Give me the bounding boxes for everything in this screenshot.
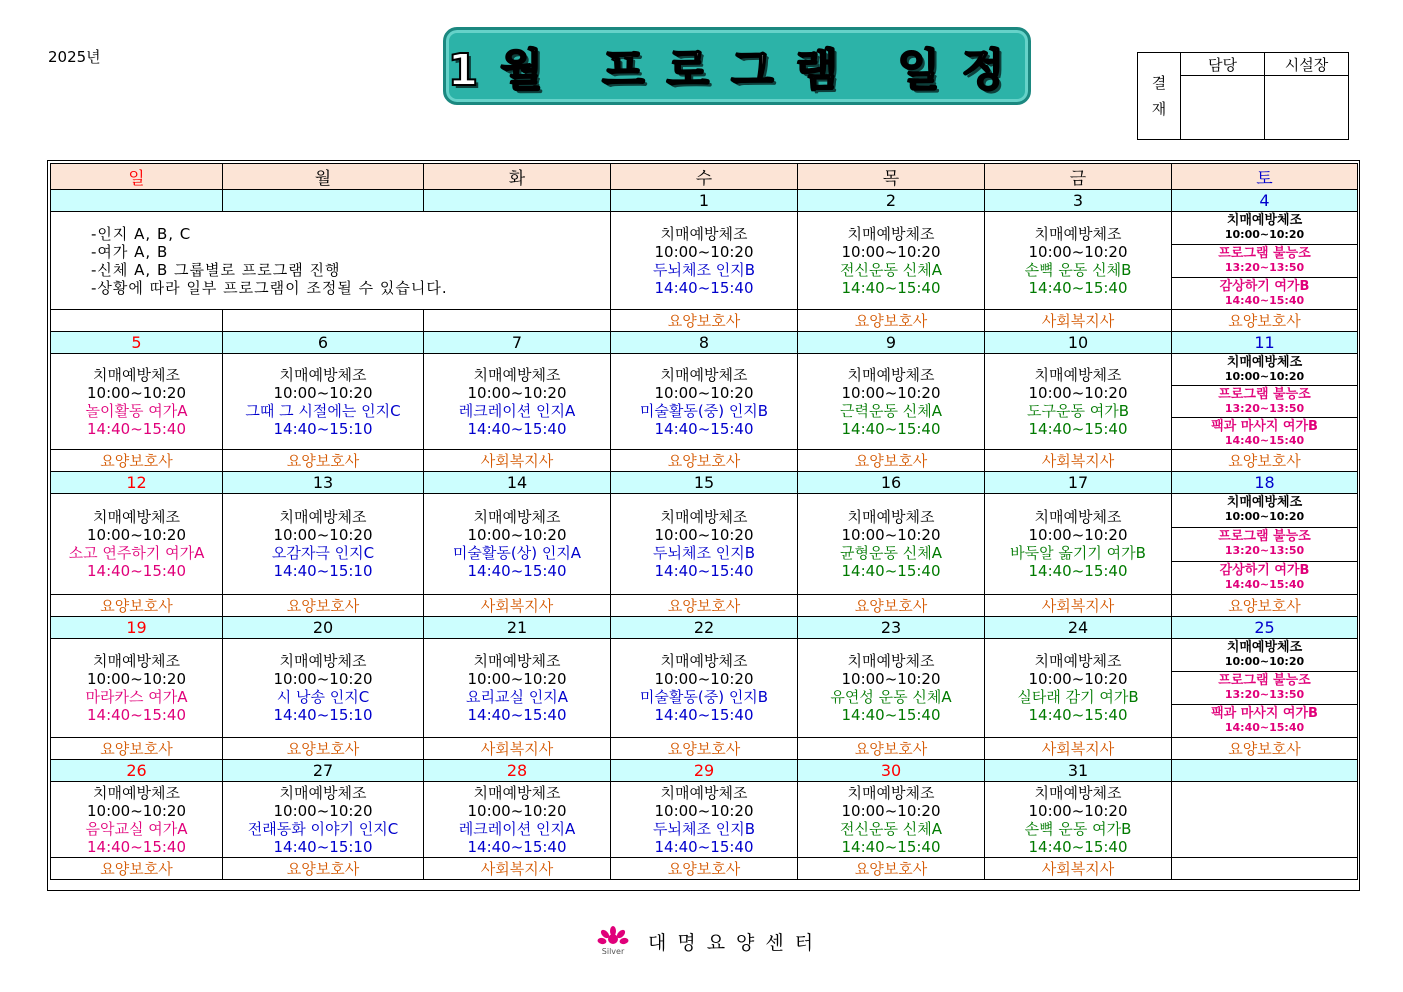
sat-slot-title: 프로그램 불능조 [1218, 673, 1311, 688]
date-row [51, 190, 1358, 212]
sat-slot-functional [1172, 528, 1357, 562]
exercise-label: 치매예방체조 [93, 652, 180, 670]
weekday-header-row [51, 164, 1358, 190]
exercise-label: 치매예방체조 [847, 508, 935, 526]
day-cell-sat[interactable] [1172, 782, 1358, 858]
program-row [51, 494, 1358, 595]
exercise-time: 10:00~10:20 [273, 526, 373, 544]
saturday-cell[interactable] [1172, 212, 1358, 310]
staff-cell-wed: 요양보호사 [611, 738, 798, 760]
program-name: 균형운동 신체A [840, 544, 942, 562]
program-name: 오감자극 인지C [271, 544, 375, 562]
date-cell-wed[interactable]: 15 [611, 472, 798, 494]
silver-logo-icon [596, 926, 630, 956]
sat-slot-title: 치매예방체조 [1226, 495, 1303, 510]
date-cell-sun[interactable]: 19 [51, 617, 223, 639]
date-cell-tue[interactable]: 28 [424, 760, 611, 782]
date-cell-fri[interactable]: 31 [985, 760, 1172, 782]
date-cell-tue[interactable]: 21 [424, 617, 611, 639]
day-cell-sun[interactable] [51, 639, 223, 738]
program-time: 14:40~15:40 [1028, 278, 1128, 297]
exercise-time: 10:00~10:20 [86, 801, 187, 820]
date-cell-thu[interactable]: 2 [798, 190, 985, 212]
staff-row [51, 310, 1358, 332]
staff-cell-tue: 사회복지사 [424, 858, 611, 880]
sat-slot-time: 13:20~13:50 [1224, 688, 1305, 701]
sat-slot-program [1172, 278, 1357, 309]
day-cell-wed[interactable] [611, 639, 798, 738]
note-line: -상황에 따라 일부 프로그램이 조정될 수 있습니다. [91, 278, 448, 297]
program-time: 14:40~15:40 [1028, 419, 1128, 438]
date-cell-tue[interactable] [424, 190, 611, 212]
staff-cell-fri: 사회복지사 [985, 738, 1172, 760]
staff-cell-thu: 요양보호사 [798, 310, 985, 332]
sat-slot-time: 13:20~13:50 [1224, 261, 1305, 274]
date-row [51, 472, 1358, 494]
date-cell-tue[interactable]: 14 [424, 472, 611, 494]
date-cell-wed[interactable]: 1 [611, 190, 798, 212]
exercise-time: 10:00~10:20 [273, 670, 373, 688]
exercise-time: 10:00~10:20 [841, 242, 941, 261]
program-name: 손뼉 운동 여가B [1024, 819, 1132, 838]
exercise-label: 치매예방체조 [1034, 224, 1122, 243]
date-cell-fri[interactable]: 17 [985, 472, 1172, 494]
exercise-label: 치매예방체조 [93, 508, 180, 526]
staff-cell-sun: 요양보호사 [51, 858, 223, 880]
date-cell-sat[interactable] [1172, 760, 1358, 782]
sat-slot-program [1172, 562, 1357, 594]
signature-director[interactable] [1265, 76, 1349, 140]
exercise-label: 치매예방체조 [847, 783, 935, 802]
date-cell-thu[interactable]: 23 [798, 617, 985, 639]
exercise-time: 10:00~10:20 [467, 383, 567, 402]
program-name: 요리교실 인지A [466, 688, 568, 706]
sat-slot-exercise [1172, 212, 1357, 245]
program-name: 근력운동 신체A [840, 401, 942, 420]
program-name: 두뇌체조 인지B [653, 260, 755, 279]
date-cell-mon[interactable] [223, 190, 424, 212]
program-name: 전래동화 이야기 인지C [247, 819, 399, 838]
program-name: 그때 그 시절에는 인지C [245, 401, 401, 420]
exercise-time: 10:00~10:20 [467, 801, 567, 820]
sat-slot-time: 14:40~15:40 [1224, 578, 1305, 591]
staff-row [51, 738, 1358, 760]
staff-cell-mon: 요양보호사 [223, 858, 424, 880]
program-name: 미술활동(중) 인지B [639, 688, 769, 706]
program-time: 14:40~15:40 [654, 419, 754, 438]
weekday-sun: 일 [51, 164, 223, 190]
exercise-time: 10:00~10:20 [1028, 670, 1128, 688]
day-cell-wed[interactable] [611, 354, 798, 450]
date-cell-wed[interactable]: 8 [611, 332, 798, 354]
day-cell-mon[interactable] [223, 782, 424, 858]
exercise-label: 치매예방체조 [93, 783, 180, 802]
date-cell-fri[interactable]: 24 [985, 617, 1172, 639]
staff-cell-mon: 요양보호사 [223, 738, 424, 760]
exercise-label: 치매예방체조 [279, 783, 367, 802]
day-cell-fri[interactable] [985, 354, 1172, 450]
program-time: 14:40~15:40 [1028, 706, 1128, 724]
staff-cell-sat: 요양보호사 [1172, 738, 1358, 760]
signature-manager[interactable] [1181, 76, 1265, 140]
date-cell-sun[interactable]: 26 [51, 760, 223, 782]
program-name: 미술활동(상) 인지A [452, 544, 582, 562]
date-cell-sat[interactable]: 11 [1172, 332, 1358, 354]
staff-cell-mon: 요양보호사 [223, 595, 424, 617]
sat-slot-time: 10:00~10:20 [1224, 510, 1305, 523]
weekday-fri: 금 [985, 164, 1172, 190]
program-name: 손뼉 운동 신체B [1024, 260, 1132, 279]
program-row [51, 212, 1358, 310]
program-time: 14:40~15:40 [467, 419, 567, 438]
day-cell-tue[interactable] [424, 782, 611, 858]
date-cell-fri[interactable]: 10 [985, 332, 1172, 354]
program-time: 14:40~15:10 [273, 419, 373, 438]
sat-slot-title: 치매예방체조 [1226, 355, 1303, 370]
approval-col-manager: 담당 [1181, 53, 1265, 76]
date-cell-tue[interactable]: 7 [424, 332, 611, 354]
day-cell-thu[interactable] [798, 494, 985, 595]
program-time: 14:40~15:40 [1028, 837, 1128, 856]
program-time: 14:40~15:40 [86, 562, 187, 580]
date-cell-sat[interactable]: 25 [1172, 617, 1358, 639]
exercise-time: 10:00~10:20 [841, 670, 941, 688]
staff-cell-wed: 요양보호사 [611, 595, 798, 617]
exercise-time: 10:00~10:20 [86, 526, 187, 544]
weekday-sat: 토 [1172, 164, 1358, 190]
day-cell-mon[interactable] [223, 354, 424, 450]
exercise-time: 10:00~10:20 [86, 670, 187, 688]
staff-row [51, 858, 1358, 880]
saturday-cell[interactable] [1172, 354, 1358, 450]
program-time: 14:40~15:40 [467, 562, 567, 580]
staff-cell-sun [51, 310, 223, 332]
program-time: 14:40~15:40 [86, 837, 187, 856]
exercise-time: 10:00~10:20 [654, 801, 754, 820]
exercise-label: 치매예방체조 [473, 508, 561, 526]
sat-slot-time: 10:00~10:20 [1224, 655, 1305, 668]
day-cell-tue[interactable] [424, 354, 611, 450]
sat-slot-functional [1172, 386, 1357, 418]
staff-cell-thu: 요양보호사 [798, 738, 985, 760]
saturday-cell[interactable] [1172, 639, 1358, 738]
exercise-label: 치매예방체조 [279, 508, 367, 526]
staff-cell-thu: 요양보호사 [798, 858, 985, 880]
staff-row [51, 595, 1358, 617]
staff-cell-sun: 요양보호사 [51, 595, 223, 617]
exercise-label: 치매예방체조 [1034, 365, 1122, 384]
weekday-wed: 수 [611, 164, 798, 190]
date-cell-sat[interactable]: 18 [1172, 472, 1358, 494]
staff-cell-fri: 사회복지사 [985, 310, 1172, 332]
program-name: 두뇌체조 인지B [653, 544, 755, 562]
sat-slot-title: 치매예방체조 [1226, 640, 1303, 655]
date-row [51, 617, 1358, 639]
staff-cell-sat: 요양보호사 [1172, 310, 1358, 332]
exercise-label: 치매예방체조 [93, 365, 180, 384]
staff-row [51, 450, 1358, 472]
program-time: 14:40~15:40 [841, 278, 941, 297]
date-cell-sun[interactable] [51, 190, 223, 212]
exercise-label: 치매예방체조 [1034, 652, 1122, 670]
staff-cell-sun: 요양보호사 [51, 450, 223, 472]
program-time: 14:40~15:40 [654, 706, 754, 724]
sat-slot-title: 감상하기 여가B [1219, 563, 1310, 578]
exercise-time: 10:00~10:20 [654, 242, 754, 261]
program-time: 14:40~15:40 [86, 419, 187, 438]
day-cell-sun[interactable] [51, 782, 223, 858]
program-name: 유연성 운동 신체A [830, 688, 952, 706]
date-cell-mon[interactable]: 20 [223, 617, 424, 639]
day-cell-fri[interactable] [985, 212, 1172, 310]
date-cell-mon[interactable]: 6 [223, 332, 424, 354]
exercise-label: 치매예방체조 [1034, 783, 1122, 802]
approval-box [1137, 52, 1349, 140]
staff-cell-tue: 사회복지사 [424, 738, 611, 760]
sat-slot-time: 14:40~15:40 [1224, 721, 1305, 734]
staff-cell-thu: 요양보호사 [798, 450, 985, 472]
calendar-table [50, 163, 1358, 880]
sat-slot-time: 10:00~10:20 [1224, 370, 1305, 383]
exercise-time: 10:00~10:20 [273, 801, 373, 820]
page-title: 1월 프로그램 일정 [447, 45, 1027, 96]
exercise-label: 치매예방체조 [1034, 508, 1122, 526]
weekday-thu: 목 [798, 164, 985, 190]
program-name: 레크레이션 인지A [458, 401, 576, 420]
exercise-label: 치매예방체조 [279, 652, 367, 670]
sat-slot-time: 14:40~15:40 [1224, 294, 1305, 307]
program-time: 14:40~15:10 [273, 562, 373, 580]
program-time: 14:40~15:40 [841, 706, 941, 724]
date-cell-wed[interactable]: 22 [611, 617, 798, 639]
day-cell-mon[interactable] [223, 494, 424, 595]
program-row [51, 354, 1358, 450]
logo-text: Silver [601, 947, 625, 956]
day-cell-thu[interactable] [798, 354, 985, 450]
program-name: 소고 연주하기 여가A [68, 544, 205, 562]
exercise-label: 치매예방체조 [847, 365, 935, 384]
staff-cell-fri: 사회복지사 [985, 858, 1172, 880]
program-time: 14:40~15:40 [841, 419, 941, 438]
approval-label: 결 재 [1138, 53, 1181, 140]
date-cell-mon[interactable]: 27 [223, 760, 424, 782]
exercise-label: 치매예방체조 [847, 652, 935, 670]
center-name: 대명요양센터 [648, 931, 825, 954]
approval-col-director: 시설장 [1265, 53, 1349, 76]
program-time: 14:40~15:40 [841, 562, 941, 580]
staff-cell-fri: 사회복지사 [985, 595, 1172, 617]
program-name: 놀이활동 여가A [85, 401, 188, 420]
staff-cell-fri: 사회복지사 [985, 450, 1172, 472]
day-cell-sun[interactable] [51, 354, 223, 450]
date-cell-thu[interactable]: 30 [798, 760, 985, 782]
date-cell-sat[interactable]: 4 [1172, 190, 1358, 212]
date-cell-fri[interactable]: 3 [985, 190, 1172, 212]
program-name: 실타래 감기 여가B [1017, 688, 1139, 706]
exercise-time: 10:00~10:20 [841, 383, 941, 402]
sat-slot-exercise [1172, 354, 1357, 386]
staff-cell-tue [424, 310, 611, 332]
exercise-label: 치매예방체조 [660, 508, 748, 526]
saturday-cell[interactable] [1172, 494, 1358, 595]
title-banner [443, 27, 1031, 105]
sat-slot-program [1172, 705, 1357, 737]
date-cell-mon[interactable]: 13 [223, 472, 424, 494]
sat-slot-time: 10:00~10:20 [1224, 228, 1305, 241]
program-name: 전신운동 신체A [840, 260, 942, 279]
exercise-label: 치매예방체조 [279, 365, 367, 384]
sat-slot-title: 프로그램 불능조 [1218, 387, 1311, 402]
program-time: 14:40~15:40 [654, 837, 754, 856]
exercise-label: 치매예방체조 [473, 652, 561, 670]
staff-cell-thu: 요양보호사 [798, 595, 985, 617]
program-time: 14:40~15:40 [654, 562, 754, 580]
program-name: 시 낭송 인지C [276, 688, 370, 706]
program-name: 바둑알 옮기기 여가B [1010, 544, 1146, 562]
weekday-tue: 화 [424, 164, 611, 190]
staff-cell-mon: 요양보호사 [223, 450, 424, 472]
sat-slot-title: 프로그램 불능조 [1218, 529, 1311, 544]
program-time: 14:40~15:40 [654, 278, 754, 297]
sat-slot-program [1172, 418, 1357, 449]
date-cell-wed[interactable]: 29 [611, 760, 798, 782]
exercise-time: 10:00~10:20 [86, 383, 187, 402]
sat-slot-title: 프로그램 불능조 [1218, 246, 1311, 261]
program-time: 14:40~15:10 [273, 837, 373, 856]
sat-slot-title: 치매예방체조 [1226, 213, 1303, 228]
exercise-time: 10:00~10:20 [467, 526, 567, 544]
day-cell-sun[interactable] [51, 494, 223, 595]
exercise-time: 10:00~10:20 [654, 670, 754, 688]
sat-slot-time: 14:40~15:40 [1224, 434, 1305, 447]
day-cell-fri[interactable] [985, 494, 1172, 595]
day-cell-mon[interactable] [223, 639, 424, 738]
year-label: 2025년 [48, 48, 101, 66]
exercise-time: 10:00~10:20 [841, 801, 941, 820]
exercise-time: 10:00~10:20 [1028, 383, 1128, 402]
sat-slot-functional [1172, 672, 1357, 705]
staff-cell-wed: 요양보호사 [611, 858, 798, 880]
exercise-label: 치매예방체조 [473, 365, 561, 384]
note-line: -인지 A, B, C [91, 224, 192, 243]
program-time: 14:40~15:40 [86, 706, 187, 724]
exercise-time: 10:00~10:20 [654, 526, 754, 544]
staff-cell-tue: 사회복지사 [424, 595, 611, 617]
program-time: 14:40~15:40 [1028, 562, 1128, 580]
program-time: 14:40~15:40 [467, 837, 567, 856]
exercise-time: 10:00~10:20 [273, 383, 373, 402]
program-name: 마라카스 여가A [85, 688, 188, 706]
notes-cell [51, 212, 611, 310]
program-row [51, 639, 1358, 738]
program-time: 14:40~15:10 [273, 706, 373, 724]
date-row [51, 760, 1358, 782]
exercise-label: 치매예방체조 [660, 224, 748, 243]
date-cell-thu[interactable]: 16 [798, 472, 985, 494]
staff-cell-sat [1172, 858, 1358, 880]
exercise-time: 10:00~10:20 [1028, 242, 1128, 261]
sat-slot-title: 감상하기 여가B [1219, 279, 1310, 294]
day-cell-thu[interactable] [798, 782, 985, 858]
program-name: 미술활동(중) 인지B [639, 401, 769, 420]
exercise-time: 10:00~10:20 [841, 526, 941, 544]
program-name: 전신운동 신체A [840, 819, 942, 838]
day-cell-fri[interactable] [985, 782, 1172, 858]
exercise-time: 10:00~10:20 [1028, 801, 1128, 820]
day-cell-fri[interactable] [985, 639, 1172, 738]
program-name: 레크레이션 인지A [458, 819, 576, 838]
sat-slot-time: 13:20~13:50 [1224, 402, 1305, 415]
program-name: 음악교실 여가A [85, 819, 188, 838]
staff-cell-wed: 요양보호사 [611, 310, 798, 332]
staff-cell-mon [223, 310, 424, 332]
day-cell-wed[interactable] [611, 494, 798, 595]
exercise-time: 10:00~10:20 [467, 670, 567, 688]
day-cell-thu[interactable] [798, 639, 985, 738]
sat-slot-time: 13:20~13:50 [1224, 544, 1305, 557]
staff-cell-sat: 요양보호사 [1172, 450, 1358, 472]
footer [596, 926, 824, 956]
day-cell-wed[interactable] [611, 782, 798, 858]
sat-slot-title: 팩과 마사지 여가B [1211, 706, 1318, 721]
day-cell-tue[interactable] [424, 639, 611, 738]
staff-cell-wed: 요양보호사 [611, 450, 798, 472]
exercise-time: 10:00~10:20 [654, 383, 754, 402]
exercise-time: 10:00~10:20 [1028, 526, 1128, 544]
program-time: 14:40~15:40 [467, 706, 567, 724]
exercise-label: 치매예방체조 [847, 224, 935, 243]
exercise-label: 치매예방체조 [660, 652, 748, 670]
exercise-label: 치매예방체조 [660, 365, 748, 384]
date-cell-sun[interactable]: 12 [51, 472, 223, 494]
staff-cell-sat: 요양보호사 [1172, 595, 1358, 617]
staff-cell-sun: 요양보호사 [51, 738, 223, 760]
weekday-mon: 월 [223, 164, 424, 190]
sat-slot-functional [1172, 245, 1357, 278]
exercise-label: 치매예방체조 [473, 783, 561, 802]
note-line: -여가 A, B [91, 242, 169, 261]
program-time: 14:40~15:40 [841, 837, 941, 856]
date-cell-thu[interactable]: 9 [798, 332, 985, 354]
date-cell-sun[interactable]: 5 [51, 332, 223, 354]
day-cell-wed[interactable] [611, 212, 798, 310]
day-cell-thu[interactable] [798, 212, 985, 310]
program-name: 도구운동 여가B [1027, 401, 1129, 420]
program-row [51, 782, 1358, 858]
exercise-label: 치매예방체조 [660, 783, 748, 802]
staff-cell-tue: 사회복지사 [424, 450, 611, 472]
date-row [51, 332, 1358, 354]
note-line: -신체 A, B 그룹별로 프로그램 진행 [91, 260, 341, 279]
program-name: 두뇌체조 인지B [653, 819, 755, 838]
sat-slot-exercise [1172, 494, 1357, 528]
sat-slot-exercise [1172, 639, 1357, 672]
sat-slot-title: 팩과 마사지 여가B [1211, 419, 1318, 434]
day-cell-tue[interactable] [424, 494, 611, 595]
